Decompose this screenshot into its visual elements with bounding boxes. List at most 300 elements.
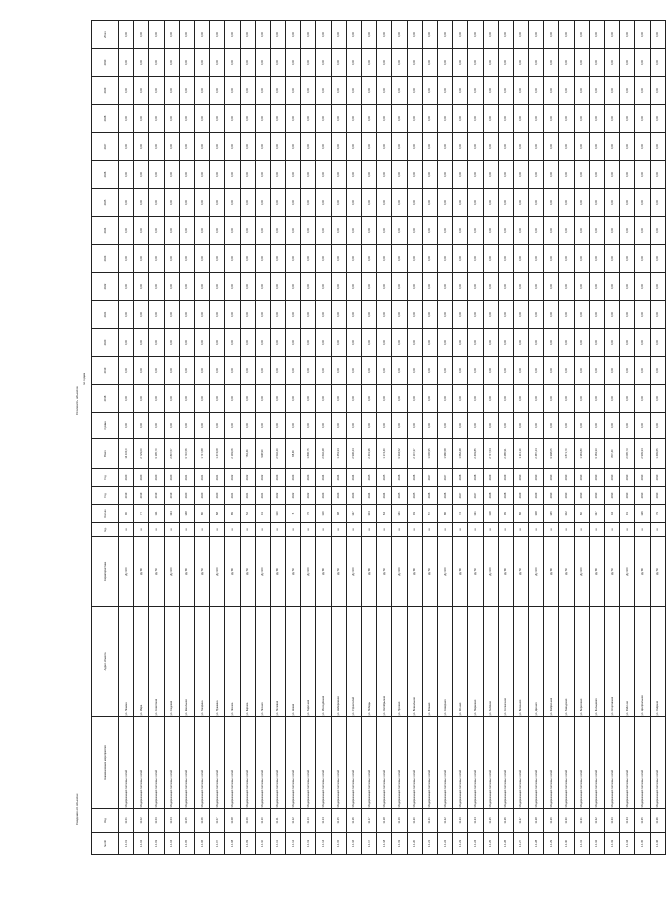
table-cell: 0,00	[194, 133, 209, 161]
table-cell: 0,00	[301, 273, 316, 301]
table-cell: 0,00	[255, 133, 270, 161]
table-cell: Ду 100	[620, 537, 635, 607]
table-cell: 0,00	[164, 49, 179, 77]
table-cell: 2029	[513, 487, 528, 505]
table-cell: 0,00	[513, 413, 528, 439]
table-cell: 0,00	[544, 357, 559, 385]
table-cell: 0,00	[453, 301, 468, 329]
table-cell: Модернизация тепловых сетей	[498, 717, 513, 809]
table-cell: Ду 50	[468, 537, 483, 607]
table-cell: 2020	[210, 487, 225, 505]
table-cell: 0,00	[453, 161, 468, 189]
table-cell: 0,00	[620, 413, 635, 439]
table-cell: 0,00	[377, 49, 392, 77]
table-cell: 0,00	[346, 413, 361, 439]
table-cell: 11.09	[240, 809, 255, 833]
table-cell: 1.1.02	[134, 833, 149, 855]
table-cell: 0,00	[210, 77, 225, 105]
table-cell: Ду 50	[513, 537, 528, 607]
table-cell: 0,00	[498, 273, 513, 301]
table-cell: Модернизация тепловых сетей	[620, 717, 635, 809]
table-cell: 0,00	[119, 133, 134, 161]
table-cell: 2019	[164, 487, 179, 505]
table-cell: 98	[331, 505, 346, 523]
table-cell: ул. Кирова	[240, 607, 255, 717]
table-cell: 0,00	[179, 21, 194, 49]
table-cell: 11.27	[513, 809, 528, 833]
table-cell: 11.28	[529, 809, 544, 833]
table-cell: 0,00	[240, 133, 255, 161]
table-cell: Модернизация тепловых сетей	[453, 717, 468, 809]
table-cell: 0,00	[331, 189, 346, 217]
table-cell: 0,00	[286, 49, 301, 77]
table-cell: 0,00	[437, 21, 452, 49]
table-cell: м	[286, 523, 301, 537]
column-header: 2018	[92, 385, 119, 413]
table-cell: м	[179, 523, 194, 537]
table-cell: 0,00	[179, 77, 194, 105]
table-cell: 1.1.01	[119, 833, 134, 855]
table-cell: 0,00	[240, 21, 255, 49]
table-cell: 0,00	[529, 385, 544, 413]
column-header: 2023	[92, 245, 119, 273]
table-cell: 11.15	[331, 809, 346, 833]
header-subgroup-years: по годам	[82, 372, 86, 385]
table-cell: 0,00	[468, 49, 483, 77]
table-cell: 0,00	[346, 385, 361, 413]
table-cell: ул. Мира	[134, 607, 149, 717]
table-cell: 0,00	[377, 357, 392, 385]
table-cell: 0,00	[635, 21, 650, 49]
table-cell: ул. Центральная	[635, 607, 650, 717]
table-cell: 2023	[316, 487, 331, 505]
table-cell: 0,00	[179, 161, 194, 189]
table-cell: 2020	[179, 487, 194, 505]
table-cell: 0,00	[331, 21, 346, 49]
table-cell: 0,00	[316, 217, 331, 245]
table-cell: ул. Зелёная	[483, 607, 498, 717]
table-cell: 2026	[437, 487, 452, 505]
table-cell: 0,00	[134, 161, 149, 189]
table-row	[134, 21, 149, 855]
table-cell: 0,00	[468, 105, 483, 133]
table-cell: 0,00	[164, 273, 179, 301]
table-cell: 0,00	[620, 161, 635, 189]
table-cell: 2 723,00	[134, 439, 149, 469]
table-cell: 2030	[650, 487, 665, 505]
table-cell: 0,00	[574, 413, 589, 439]
table-cell: 102	[559, 505, 574, 523]
table-cell: 1.1.03	[149, 833, 164, 855]
table-cell: ул. Северная	[437, 607, 452, 717]
table-cell: 1.1.17	[362, 833, 377, 855]
table-cell: 11.33	[605, 809, 620, 833]
table-row	[255, 21, 270, 855]
table-cell: 0,00	[194, 161, 209, 189]
table-cell: 0,00	[468, 413, 483, 439]
table-cell: 0,00	[589, 49, 604, 77]
table-cell: 0,00	[270, 217, 285, 245]
table-cell: 0,00	[453, 49, 468, 77]
table-cell: 64	[377, 505, 392, 523]
table-cell: 0,00	[346, 189, 361, 217]
table-cell: ул. Лесная	[255, 607, 270, 717]
table-cell: Ду 80	[362, 537, 377, 607]
table-cell: 0,00	[270, 357, 285, 385]
table-cell: 0,00	[179, 385, 194, 413]
table-cell: 2024	[362, 487, 377, 505]
table-cell: 0,00	[437, 217, 452, 245]
table-cell: 11.18	[377, 809, 392, 833]
table-cell: 11.02	[134, 809, 149, 833]
table-cell: 0,00	[650, 385, 665, 413]
table-row	[164, 21, 179, 855]
table-cell: 0,00	[210, 189, 225, 217]
table-cell: ул. Вокзальная	[407, 607, 422, 717]
table-cell: 0,00	[210, 21, 225, 49]
table-cell: 2026	[422, 487, 437, 505]
table-cell: 0,00	[331, 217, 346, 245]
table-cell: ул. Луговая	[392, 607, 407, 717]
table-cell: 1.1.06	[194, 833, 209, 855]
table-cell: 0,00	[620, 105, 635, 133]
table-cell: 0,00	[392, 413, 407, 439]
table-cell: 0,00	[377, 133, 392, 161]
table-cell: м	[270, 523, 285, 537]
table-cell: 0,00	[513, 77, 528, 105]
table-cell: 1 453,34	[331, 439, 346, 469]
table-cell: 0,00	[468, 273, 483, 301]
table-cell: 0,00	[225, 161, 240, 189]
table-cell: 0,00	[650, 357, 665, 385]
table-cell: 0,00	[377, 217, 392, 245]
table-cell: 1.1.19	[392, 833, 407, 855]
table-cell: 2028	[468, 469, 483, 487]
table-cell: 0,00	[620, 133, 635, 161]
table-row	[605, 21, 620, 855]
table-cell: 0,00	[331, 413, 346, 439]
table-cell: 86	[437, 505, 452, 523]
table-cell: Модернизация тепловых сетей	[407, 717, 422, 809]
table-cell: ул. Кольцевая	[589, 607, 604, 717]
table-cell: 1.1.23	[453, 833, 468, 855]
table-cell: 2030	[605, 469, 620, 487]
table-cell: 0,00	[255, 385, 270, 413]
table-cell: 0,00	[422, 245, 437, 273]
table-cell: 0,00	[240, 329, 255, 357]
table-cell: 0,00	[574, 329, 589, 357]
table-cell: 0,00	[255, 273, 270, 301]
table-cell: 0,00	[149, 217, 164, 245]
table-cell: 2023	[331, 487, 346, 505]
column-header: Год	[92, 469, 119, 487]
table-cell: 0,00	[225, 217, 240, 245]
table-cell: 0,00	[179, 189, 194, 217]
table-cell: 0,00	[194, 329, 209, 357]
table-cell: 99	[498, 505, 513, 523]
table-cell: 0,00	[513, 49, 528, 77]
table-cell: 1.1.11	[270, 833, 285, 855]
table-cell: 0,00	[316, 245, 331, 273]
table-cell: Модернизация тепловых сетей	[346, 717, 361, 809]
table-cell: 0,00	[316, 189, 331, 217]
table-cell: 11.31	[574, 809, 589, 833]
table-cell: Ду 80	[453, 537, 468, 607]
table-cell: 0,00	[210, 245, 225, 273]
table-cell: 0,00	[544, 329, 559, 357]
table-cell: 0,00	[346, 161, 361, 189]
table-cell: 0,00	[453, 357, 468, 385]
table-row	[346, 21, 361, 855]
table-cell: 0,00	[255, 189, 270, 217]
table-cell: 0,00	[453, 273, 468, 301]
table-cell: Модернизация тепловых сетей	[574, 717, 589, 809]
table-cell: 0,00	[437, 49, 452, 77]
table-cell: 0,00	[331, 133, 346, 161]
table-cell: 0,00	[225, 49, 240, 77]
column-header: 2024	[92, 217, 119, 245]
table-cell: 11.34	[620, 809, 635, 833]
table-cell: 0,00	[468, 21, 483, 49]
table-cell: 0,00	[392, 105, 407, 133]
table-cell: 0,00	[301, 21, 316, 49]
table-cell: 0,00	[240, 273, 255, 301]
table-cell: 0,00	[650, 161, 665, 189]
table-cell: 1.1.29	[544, 833, 559, 855]
table-cell: 0,00	[392, 21, 407, 49]
table-cell: 0,00	[498, 105, 513, 133]
table-cell: 0,00	[270, 133, 285, 161]
table-cell: 0,00	[453, 245, 468, 273]
table-cell: 1.1.04	[164, 833, 179, 855]
table-cell: 0,00	[529, 413, 544, 439]
table-cell: 1 717,68	[194, 439, 209, 469]
table-cell: Ду 80	[407, 537, 422, 607]
table-cell: 0,00	[605, 105, 620, 133]
column-header: № п/п	[92, 833, 119, 855]
table-cell: 0,00	[635, 161, 650, 189]
table-row	[331, 21, 346, 855]
table-cell: 0,00	[544, 189, 559, 217]
table-cell: ул. Дачная	[529, 607, 544, 717]
table-cell: 1.1.32	[589, 833, 604, 855]
table-cell: 2 632,28	[316, 439, 331, 469]
table-cell: 0,00	[346, 357, 361, 385]
table-cell: 0,00	[286, 105, 301, 133]
table-cell: 0,00	[650, 105, 665, 133]
table-cell: 0,00	[119, 217, 134, 245]
table-cell: Модернизация тепловых сетей	[589, 717, 604, 809]
table-cell: 2 487,24	[529, 439, 544, 469]
data-table	[91, 20, 666, 855]
table-row	[529, 21, 544, 855]
table-cell: 141	[392, 505, 407, 523]
table-cell: Ду 100	[437, 537, 452, 607]
table-cell: 0,00	[164, 77, 179, 105]
table-cell: м	[407, 523, 422, 537]
table-cell: Ду 80	[316, 537, 331, 607]
table-cell: 0,00	[179, 217, 194, 245]
table-cell: 2030	[574, 469, 589, 487]
table-cell: 0,00	[468, 77, 483, 105]
table-cell: 118	[483, 505, 498, 523]
table-cell: 68,90	[286, 439, 301, 469]
column-header: 2019	[92, 357, 119, 385]
table-cell: 0,00	[179, 245, 194, 273]
table-cell: 0,00	[453, 105, 468, 133]
table-cell: 0,00	[529, 105, 544, 133]
table-cell: 2 717,54	[483, 439, 498, 469]
table-cell: 0,00	[270, 161, 285, 189]
table-cell: 2030	[529, 469, 544, 487]
table-cell: 2020	[149, 469, 164, 487]
table-cell: 0,00	[620, 357, 635, 385]
table-cell: 0,00	[286, 385, 301, 413]
table-cell: 2019	[149, 487, 164, 505]
table-cell: 0,00	[483, 301, 498, 329]
table-cell: 0,00	[635, 133, 650, 161]
table-cell: 0,00	[544, 413, 559, 439]
table-cell: 0,00	[559, 105, 574, 133]
table-cell: Модернизация тепловых сетей	[134, 717, 149, 809]
table-cell: 52	[240, 505, 255, 523]
table-cell: 2023	[346, 487, 361, 505]
table-cell: 0,00	[270, 77, 285, 105]
table-cell: 0,00	[468, 161, 483, 189]
table-cell: 2026	[392, 469, 407, 487]
table-cell: 1 980,58	[437, 439, 452, 469]
table-cell: 0,00	[620, 49, 635, 77]
table-cell: 0,00	[559, 217, 574, 245]
table-cell: 2030	[635, 487, 650, 505]
table-cell: ул. Школьная	[179, 607, 194, 717]
table-cell: 0,00	[164, 245, 179, 273]
column-header: Год	[92, 487, 119, 505]
table-cell: 0,00	[164, 133, 179, 161]
table-cell: Модернизация тепловых сетей	[316, 717, 331, 809]
table-row	[377, 21, 392, 855]
table-cell: 0,00	[559, 133, 574, 161]
table-cell: 2024	[331, 469, 346, 487]
table-cell: 1.1.09	[240, 833, 255, 855]
table-cell: 0,00	[179, 273, 194, 301]
table-cell: 148	[179, 505, 194, 523]
table-cell: 2022	[255, 469, 270, 487]
table-cell: 2028	[483, 487, 498, 505]
table-cell: Ду 50	[331, 537, 346, 607]
table-cell: 0,00	[255, 329, 270, 357]
table-cell: ул. Ленина	[119, 607, 134, 717]
table-cell: 0,00	[437, 133, 452, 161]
table-cell: 0,00	[407, 245, 422, 273]
table-cell: 0,00	[301, 49, 316, 77]
table-cell: ул. Озёрная	[650, 607, 665, 717]
table-cell: 2025	[377, 469, 392, 487]
table-cell: 3 163,33	[589, 439, 604, 469]
table-cell: 0,00	[513, 385, 528, 413]
table-cell: 1.1.27	[513, 833, 528, 855]
table-cell: 11.23	[453, 809, 468, 833]
table-cell: 11.24	[468, 809, 483, 833]
table-cell: 0,00	[498, 357, 513, 385]
table-cell: 2027	[422, 469, 437, 487]
table-cell: 0,00	[483, 385, 498, 413]
table-cell: 0,00	[544, 245, 559, 273]
table-cell: м	[134, 523, 149, 537]
table-cell: Ду 80	[635, 537, 650, 607]
table-cell: 0,00	[316, 77, 331, 105]
table-cell: 11.16	[346, 809, 361, 833]
table-cell: 0,00	[119, 105, 134, 133]
table-cell: 0,00	[605, 245, 620, 273]
table-cell: 0,00	[119, 189, 134, 217]
table-cell: 0,00	[316, 133, 331, 161]
table-cell: м	[483, 523, 498, 537]
table-cell: 0,00	[559, 301, 574, 329]
table-cell: 0,00	[422, 49, 437, 77]
table-cell: 0,00	[453, 189, 468, 217]
table-cell: 2027	[437, 469, 452, 487]
table-cell: 0,00	[164, 301, 179, 329]
table-cell: 0,00	[210, 273, 225, 301]
table-cell: 2 403,85	[468, 439, 483, 469]
table-cell: 0,00	[574, 217, 589, 245]
table-cell: ул. Победы	[362, 607, 377, 717]
table-cell: 0,00	[286, 21, 301, 49]
column-header: 2022	[92, 273, 119, 301]
table-cell: 0,00	[513, 273, 528, 301]
table-cell: 0,00	[392, 329, 407, 357]
table-cell: 0,00	[453, 385, 468, 413]
table-cell: 0,00	[194, 217, 209, 245]
table-cell: 44	[605, 505, 620, 523]
table-row	[574, 21, 589, 855]
table-cell: 1.1.05	[179, 833, 194, 855]
table-cell: 2027	[468, 487, 483, 505]
table-cell: 0,00	[392, 385, 407, 413]
table-row	[559, 21, 574, 855]
table-cell: 0,00	[377, 413, 392, 439]
table-cell: 0,00	[453, 133, 468, 161]
table-cell: 0,00	[255, 49, 270, 77]
table-cell: 1.1.18	[377, 833, 392, 855]
table-cell: 5	[286, 505, 301, 523]
table-cell: 0,00	[134, 329, 149, 357]
table-cell: 0,00	[559, 21, 574, 49]
table-cell: 0,00	[407, 413, 422, 439]
table-cell: 0,00	[650, 21, 665, 49]
table-cell: Модернизация тепловых сетей	[437, 717, 452, 809]
table-cell: 0,00	[620, 217, 635, 245]
table-cell: 0,00	[301, 357, 316, 385]
table-cell: 0,00	[605, 273, 620, 301]
table-cell: 0,00	[210, 301, 225, 329]
table-cell: ул. Парковая	[468, 607, 483, 717]
table-cell: ул. Советская	[149, 607, 164, 717]
table-cell: 0,00	[605, 385, 620, 413]
table-cell: 1.1.20	[407, 833, 422, 855]
table-cell: 0,00	[255, 217, 270, 245]
table-cell: 0,00	[468, 357, 483, 385]
table-cell: 0,00	[362, 77, 377, 105]
column-header: 2027	[92, 133, 119, 161]
table-cell: Модернизация тепловых сетей	[362, 717, 377, 809]
table-cell: 0,00	[210, 217, 225, 245]
table-cell: м	[529, 523, 544, 537]
table-cell: 2029	[529, 487, 544, 505]
table-cell: 0,00	[362, 245, 377, 273]
table-cell: Модернизация тепловых сетей	[179, 717, 194, 809]
